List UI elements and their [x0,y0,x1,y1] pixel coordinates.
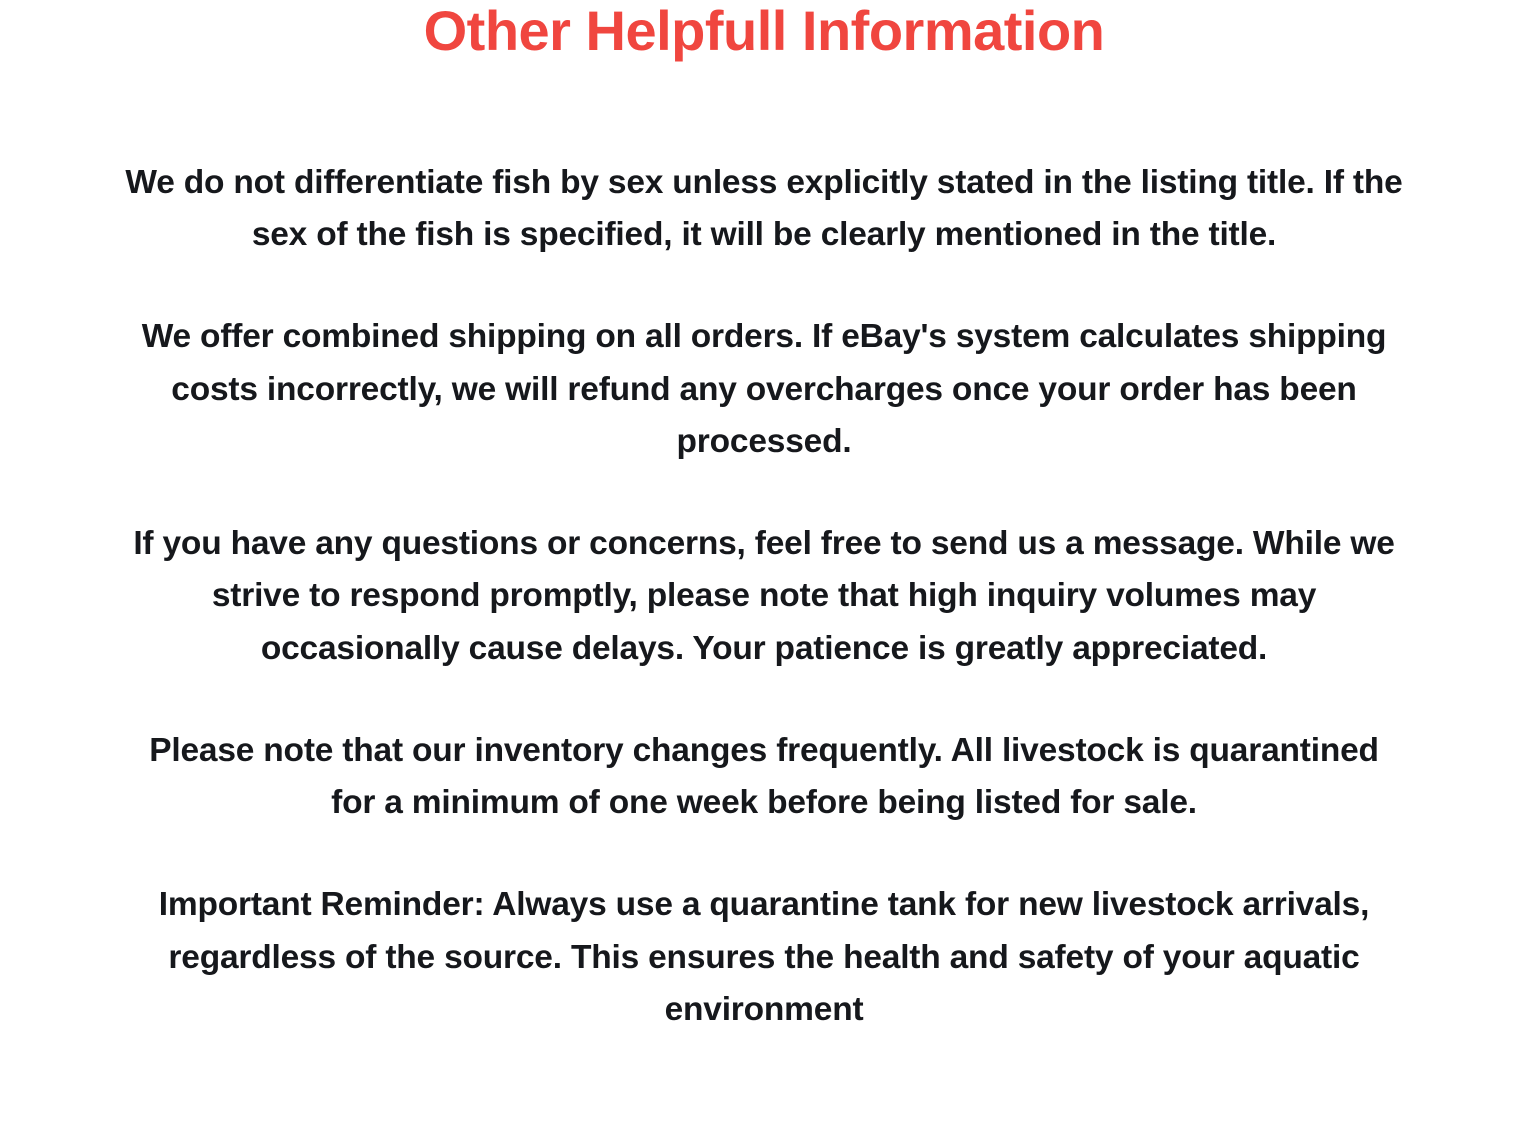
paragraph-important-reminder: Important Reminder: Always use a quarantine tank for new livestock arrivals, regardless of the source. This ensures the health and safety of your aquatic environment [158,886,1370,1028]
paragraph-sex-differentiation: We do not differentiate fish by sex unless explicitly stated in the listing title. If the sex of the fish is specified, it will be clearly mentioned in the title. [125,163,1403,254]
paragraph-combined-shipping: We offer combined shipping on all orders. If eBay's system calculates shipping costs incorrectly, we will refund any overcharges once your order has been processed. [141,318,1387,460]
information-body [110,157,1418,1036]
paragraph-inventory-quarantine: Please note that our inventory changes frequently. All livestock is quarantined for a minimum of one week before being listed for sale. [149,731,1379,822]
paragraph-questions-response-time: If you have any questions or concerns, feel free to send us a message. While we strive to respond promptly, please note that high inquiry volumes may occasionally cause delays. Your patience is greatly appreciated. [133,525,1395,667]
page-title: Other Helpfull Information [423,0,1105,62]
